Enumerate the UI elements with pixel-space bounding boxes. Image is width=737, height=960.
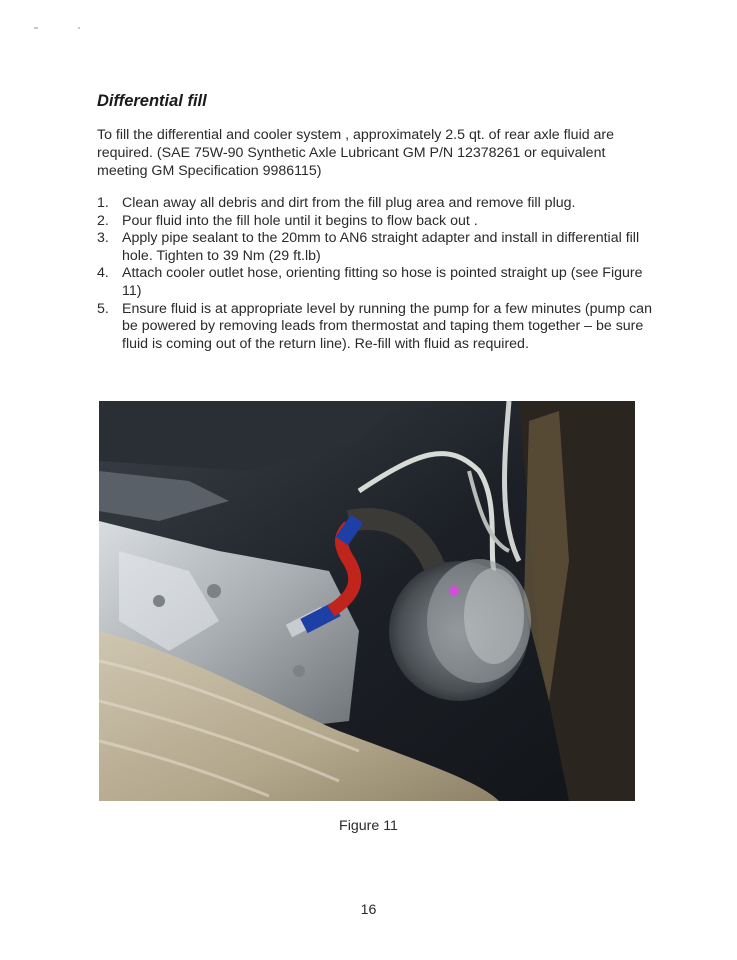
step-number: 3. — [97, 230, 109, 247]
section-title: Differential fill — [97, 92, 207, 110]
step-text: Clean away all debris and dirt from the fill plug area and remove fill plug. — [122, 195, 576, 211]
scan-speck — [78, 27, 80, 29]
scan-speck — [34, 27, 38, 29]
figure-11-photo — [99, 401, 635, 801]
instruction-list — [97, 195, 657, 353]
list-item — [97, 213, 657, 231]
step-number: 2. — [97, 212, 109, 229]
page-number: 16 — [360, 902, 377, 918]
step-number: 4. — [97, 265, 109, 282]
step-text: Pour fluid into the fill hole until it begins to flow back out . — [122, 212, 478, 229]
figure-caption: Figure 11 — [339, 818, 398, 834]
list-item — [97, 265, 657, 300]
step-number: 5. — [97, 300, 109, 317]
step-text: Ensure fluid is at appropriate level by running the pump for a few minutes (pump can be powered by removing leads from thermostat and taping them together – be sure fluid is coming out of the return line). Re-fill with fluid as required. — [122, 300, 652, 352]
intro-paragraph: To fill the differential and cooler system , approximately 2.5 qt. of rear axle fluid are required. (SAE 75W-90 Synthetic Axle Lubricant GM P/N 12378261 or equivalent meeting GM Specification 9986115) — [97, 127, 615, 179]
list-item — [97, 195, 657, 213]
list-item — [97, 301, 657, 354]
step-number: 1. — [97, 195, 109, 211]
step-text: Apply pipe sealant to the 20mm to AN6 straight adapter and install in differential fill hole. Tighten to 39 Nm (29 ft.lb) — [122, 230, 640, 264]
list-item — [97, 230, 657, 265]
step-text: Attach cooler outlet hose, orienting fitting so hose is pointed straight up (see Figure 11) — [122, 265, 643, 299]
